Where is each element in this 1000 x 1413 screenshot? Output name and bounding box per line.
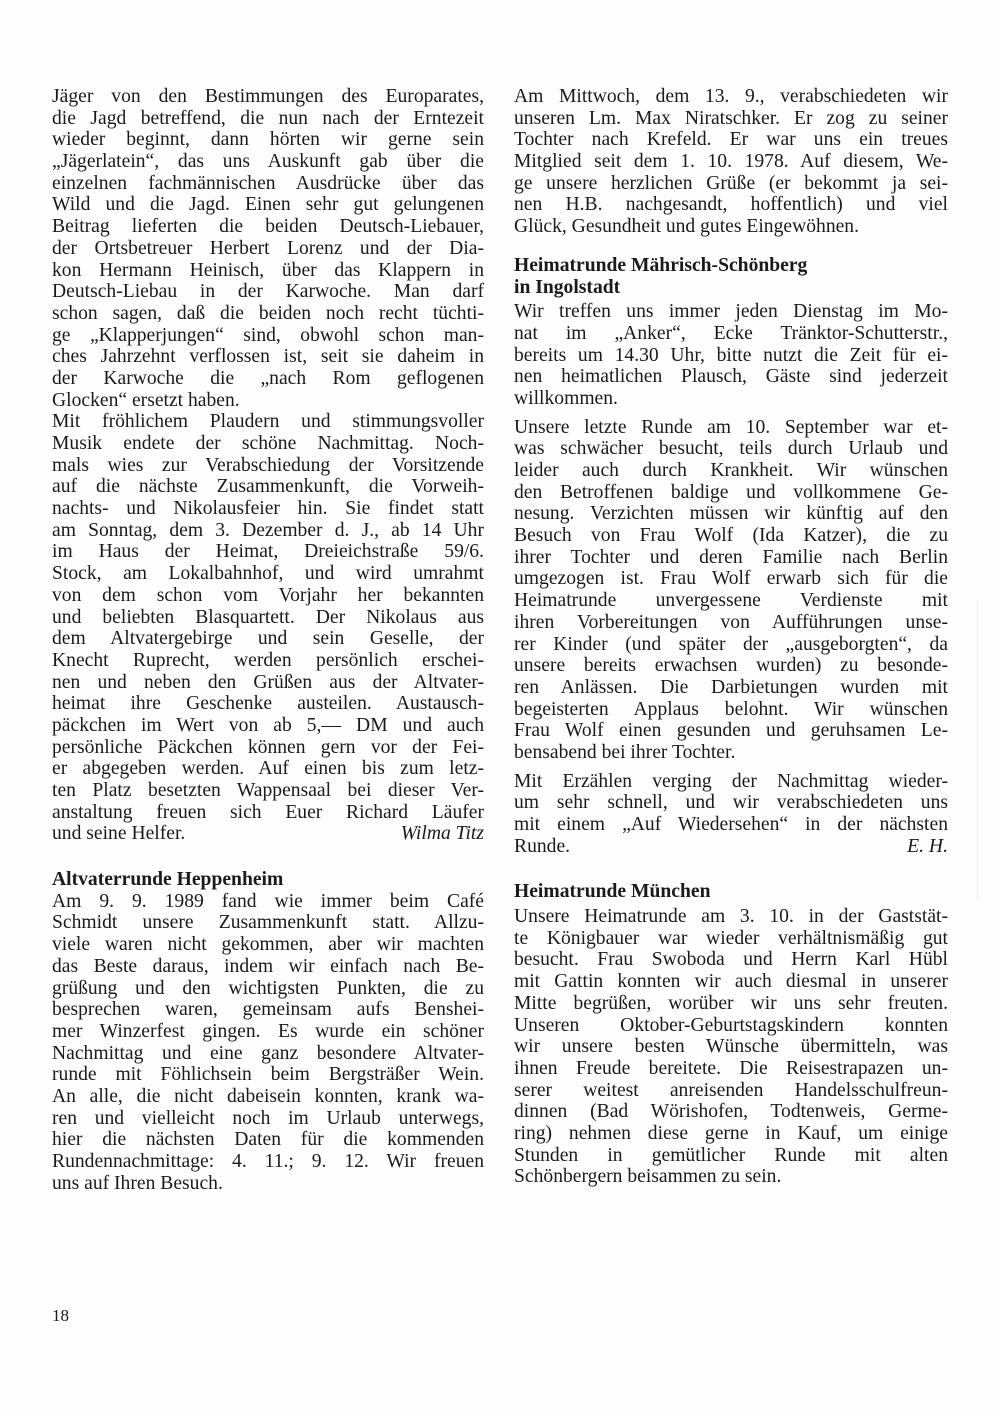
text-line: ren Anlässen. Die Darbietungen wurden mit [514, 676, 948, 698]
text-line: am Sonntag, dem 3. Dezember d. J., ab 14 Uhr [52, 519, 484, 541]
text-line: ten Platz besetzten Wappensaal bei dieser Ver- [52, 780, 484, 801]
text-line: ge unsere herzlichen Grüße (er bekommt ja sei- [514, 172, 948, 194]
text-line: Stock, am Lokalbahnhof, und wird umrahmt [52, 563, 484, 585]
text-line: einzelnen fachmännischen Ausdrücke über das [52, 172, 484, 194]
text-line: Knecht Ruprecht, werden persönlich erschei- [52, 649, 484, 671]
text-line: von dem schon vom Vorjahr her bekannten [52, 584, 484, 606]
text-line: er abgegeben werden. Auf einen bis zum letz- [52, 758, 484, 780]
text-line: Tochter nach Krefeld. Er war uns ein treues [514, 129, 948, 151]
text-line: Mit fröhlichem Plaudern und stimmungsvoller [52, 411, 484, 433]
text-line: mer Winzerfest gingen. Es wurde ein schöner [52, 1020, 484, 1042]
text-line: Beitrag lieferten die beiden Deutsch-Liebauer, [52, 216, 484, 238]
text-line: Besuch von Frau Wolf (Ida Katzer), die zu [514, 525, 948, 547]
text-line: besprechen waren, gemeinsam aufs Benshei- [52, 999, 484, 1021]
text-line: was schwächer besucht, teils durch Urlaub und [514, 438, 948, 460]
text-line: schon sagen, daß die beiden noch recht tüchti- [52, 302, 484, 324]
text-line: Deutsch-Liebau in der Karwoche. Man darf [52, 281, 484, 303]
author-signature: E. H. [907, 835, 948, 857]
text-line: unsere bereits erwachsen wurden) zu besonde- [514, 655, 948, 677]
text-line: wieder beginnt, dann hörten wir gerne sein [52, 129, 484, 151]
text-line: uns auf Ihren Besuch. [52, 1172, 223, 1194]
text-line: An alle, die nicht dabeisein konnten, krank wa- [52, 1085, 484, 1107]
text-line: ring) nehmen diese gerne in Kauf, um einige [514, 1122, 948, 1144]
text-line: unseren Lm. Max Niratschker. Er zog zu seiner [514, 107, 948, 129]
section-heading: Heimatrunde Mährisch-Schönberg [514, 254, 808, 276]
text-line: der Ortsbetreuer Herbert Lorenz und der Dia- [52, 237, 484, 259]
text-line: umgezogen ist. Frau Wolf erwarb sich für die [514, 568, 948, 590]
text-line: ches Jahrzehnt verflossen ist, seit sie daheim in [52, 346, 484, 368]
text-line: nat im „Anker“, Ecke Tränktor-Schutterstr., [514, 322, 948, 344]
section-ingolstadt [514, 255, 948, 858]
text-line: rer Kinder (und später der „ausgeborgten“, da [514, 633, 948, 655]
section-heppenheim [52, 869, 484, 1194]
text-line: ihnen Freude bereitete. Die Reisestrapazen un- [514, 1057, 948, 1079]
author-signature: Wilma Titz [400, 823, 484, 845]
text-line: ren und vielleicht noch im Urlaub unterwegs, [52, 1107, 484, 1129]
scan-artifact [977, 600, 978, 900]
text-line: kon Hermann Heinisch, über das Klappern in [52, 259, 484, 281]
text-line: nachts- und Nikolausfeier hin. Sie findet statt [52, 498, 484, 520]
text-line: Unseren Oktober-Geburtstagskindern konnten [514, 1014, 948, 1036]
text-line: nen und neben den Grüßen aus der Altvater- [52, 671, 484, 693]
text-line: grüßung und den wichtigsten Punkten, die zu [52, 977, 484, 999]
text-line: heimat ihre Geschenke austeilen. Austausch- [52, 693, 484, 715]
text-line: den Betroffenen baldige und vollkommene Ge- [514, 481, 948, 503]
text-line: Am 9. 9. 1989 fand wie immer beim Café [52, 890, 484, 912]
text-line: Glück, Gesundheit und gutes Eingewöhnen. [514, 216, 860, 238]
text-line: Am Mittwoch, dem 13. 9., verabschiedeten wir [514, 86, 948, 107]
text-line: besucht. Frau Swoboda und Herrn Karl Hübl [514, 949, 948, 971]
signature-row [514, 836, 948, 858]
text-line: und seine Helfer. [52, 823, 186, 845]
text-line: das Beste daraus, indem wir einfach nach Be- [52, 955, 484, 977]
text-line: auf die nächste Zusammenkunft, die Vorweih- [52, 476, 484, 498]
text-line: die Jagd betreffend, die nun nach der Erntezeit [52, 107, 484, 129]
text-line: Runde. [514, 835, 571, 857]
text-line: Schönbergern beisammen zu sein. [514, 1166, 782, 1188]
text-line: leider auch durch Krankheit. Wir wünschen [514, 460, 948, 481]
section-heading: Altvaterrunde Heppenheim [52, 869, 284, 891]
left-column [52, 86, 484, 1194]
text-line: Wild und die Jagd. Einen sehr gut gelungenen [52, 194, 484, 216]
text-line: ge „Klapperjungen“ sind, obwohl schon man- [52, 324, 484, 346]
text-line: nen heimatlichen Plausch, Gäste sind jederzeit [514, 366, 948, 388]
text-line: Nachmittag und eine ganz besondere Altvater- [52, 1042, 484, 1064]
page-number: 18 [52, 1306, 69, 1325]
text-line: Musik endete der schöne Nachmittag. Noch- [52, 433, 484, 454]
signature-row [52, 823, 484, 845]
section-muenchen [514, 881, 948, 1188]
text-line: um sehr schnell, und wir verabschiedeten uns [514, 792, 948, 814]
text-line: Frau Wolf einen gesunden und geruhsamen Le- [514, 720, 948, 742]
text-line: hier die nächsten Daten für die kommenden [52, 1129, 484, 1151]
text-line: im Haus der Heimat, Dreieichstraße 59/6. [52, 541, 484, 563]
text-line: mals wies zur Verabschiedung der Vorsitzende [52, 454, 484, 476]
text-line: Jäger von den Bestimmungen des Europarates, [52, 86, 484, 107]
text-line: runde mit Föhlichsein beim Bergsträßer Wein. [52, 1064, 484, 1086]
text-line: wir unsere besten Wünsche übermitteln, was [514, 1036, 948, 1058]
text-line: Mit Erzählen verging der Nachmittag wieder- [514, 770, 948, 792]
text-line: Heimatrunde unvergessene Verdienste mit [514, 590, 948, 612]
text-line: viele waren nicht gekommen, aber wir machten [52, 934, 484, 956]
text-line: und beliebten Blasquartett. Der Nikolaus aus [52, 606, 484, 628]
text-line: bereits um 14.30 Uhr, bitte nutzt die Zeit für ei- [514, 344, 948, 366]
farewell-paragraph [514, 86, 948, 238]
text-line: persönliche Päckchen können gern vor der Fei- [52, 736, 484, 758]
text-line: der Karwoche die „nach Rom geflogenen [52, 367, 484, 389]
text-line: mit Gattin konnten wir auch diesmal in unserer [514, 971, 948, 993]
text-line: Glocken“ ersetzt haben. [52, 389, 240, 411]
text-line: „Jägerlatein“, das uns Auskunft gab über die [52, 151, 484, 173]
text-line: Mitte begrüßen, worüber wir uns sehr freuten. [514, 992, 948, 1014]
right-column [514, 86, 948, 1188]
section-heading: in Ingolstadt [514, 276, 621, 298]
text-line: nesung. Verzichten müssen wir künftig auf den [514, 503, 948, 525]
text-line: ihrer Tochter und deren Familie nach Berlin [514, 546, 948, 568]
text-line: mit einem „Auf Wiedersehen“ in der nächsten [514, 814, 948, 835]
text-line: dinnen (Bad Wörishofen, Todtenweis, Germe- [514, 1101, 948, 1123]
text-line: Unsere letzte Runde am 10. September war et- [514, 416, 948, 438]
text-line: Rundennachmittage: 4. 11.; 9. 12. Wir freuen [52, 1151, 484, 1172]
text-line: nen H.B. nachgesandt, hoffentlich) und viel [514, 194, 948, 216]
text-line: päckchen im Wert von ab 5,— DM und auch [52, 714, 484, 736]
text-line: te Königbauer war wieder verhältnismäßig gut [514, 927, 948, 949]
text-line: Unsere Heimatrunde am 3. 10. in der Gaststät- [514, 906, 948, 928]
text-line: ihren Vorbereitungen von Aufführungen unse- [514, 611, 948, 633]
text-line: bensabend bei ihrer Tochter. [514, 741, 736, 763]
text-line: Stunden in gemütlicher Runde mit alten [514, 1144, 948, 1166]
text-line: dem Altvatergebirge und sein Geselle, der [52, 628, 484, 650]
text-line: Wir treffen uns immer jeden Dienstag im Mo- [514, 301, 948, 323]
text-line: willkommen. [514, 387, 618, 409]
section-heading: Heimatrunde München [514, 881, 711, 903]
text-line: serer weitest anreisenden Handelsschulfreun- [514, 1079, 948, 1101]
text-line: anstaltung freuen sich Euer Richard Läufer [52, 801, 484, 823]
text-line: Mitglied seit dem 1. 10. 1978. Auf diesem, We- [514, 151, 948, 173]
text-line: Schmidt unsere Zusammenkunft statt. Allzu- [52, 912, 484, 934]
text-line: begeisterten Applaus belohnt. Wir wünschen [514, 698, 948, 720]
article-continuation [52, 86, 484, 845]
